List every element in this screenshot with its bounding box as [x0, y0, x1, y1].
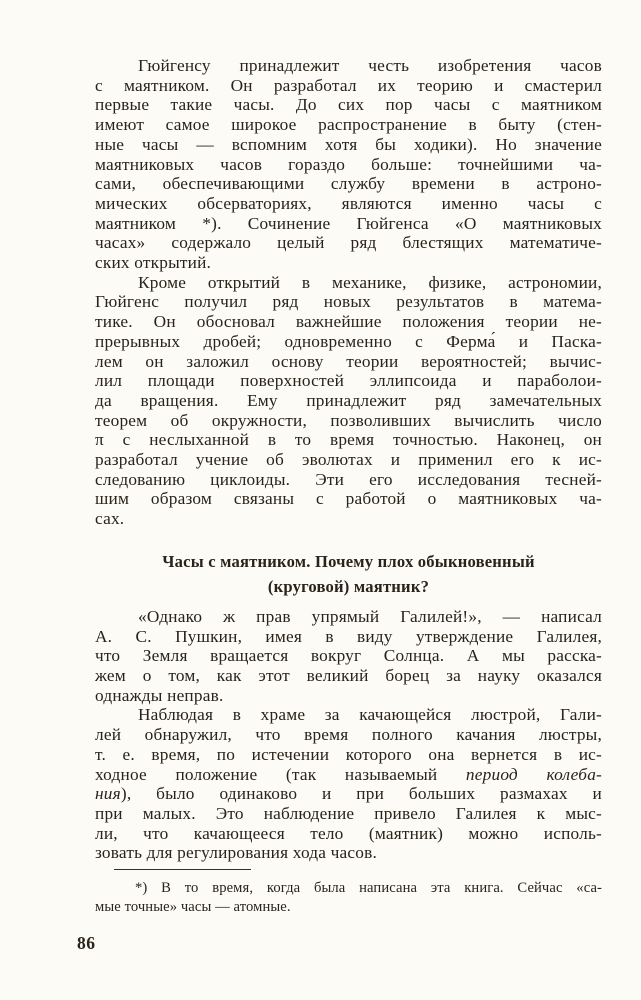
text-line — [95, 666, 602, 686]
text-line — [95, 214, 602, 234]
text-line — [95, 489, 602, 509]
footnote — [95, 879, 602, 917]
text-segment: что Земля вращается вокруг Солнца. А мы расска- — [95, 646, 602, 666]
text-line — [95, 135, 602, 155]
text-segment: *) В то время, когда была написана эта книга. Сейчас «са- — [135, 880, 602, 897]
text-line — [95, 470, 602, 490]
text-line — [95, 509, 602, 529]
text-segment: при малых. Это наблюдение привело Галилея к мыс- — [95, 803, 602, 823]
text-segment: тике. Он обосновал важнейшие положения теории не- — [95, 312, 602, 332]
text-line — [95, 574, 602, 599]
text-segment: жем о том, как этот великий борец за науку оказался — [95, 665, 602, 685]
paragraph-pushkin-galileo — [95, 607, 602, 706]
text-segment: часах» содержало целый ряд блестящих математиче- — [95, 233, 602, 253]
text-line — [95, 273, 602, 293]
text-line — [95, 745, 602, 765]
text-line — [95, 804, 602, 824]
text-segment: шим образом связаны с работой о маятниковых ча- — [95, 489, 602, 509]
text-segment: ные часы — вспомним хотя бы ходики). Но значение — [95, 134, 602, 154]
text-segment: да вращения. Ему принадлежит ряд замечательных — [95, 390, 602, 410]
text-segment: сами, обеспечивающими службу времени в астроно- — [95, 174, 602, 194]
text-line — [95, 898, 602, 917]
text-segment: π с неслыханной в то время точностью. Наконец, он — [95, 430, 602, 450]
text-segment: (круговой) маятник? — [267, 576, 430, 596]
text-line — [95, 174, 602, 194]
text-segment: Часы с маятником. Почему плох обыкновенный — [162, 551, 535, 571]
page-number: 86 — [77, 933, 96, 953]
text-line — [95, 430, 602, 450]
paragraph-huygens-clock — [95, 56, 602, 273]
text-line — [95, 115, 602, 135]
text-segment: с маятником. Он разработал их теорию и смастерил — [95, 75, 602, 95]
text-line — [95, 843, 602, 863]
text-line — [95, 391, 602, 411]
text-line — [95, 95, 602, 115]
text-segment: прерывных дробей; одновременно с Ферма́ и Паска- — [95, 331, 602, 351]
text-segment: зовать для регулирования хода часов. — [95, 843, 378, 863]
text-segment: Гюйгенс получил ряд новых результатов в матема- — [95, 292, 602, 312]
text-line — [95, 705, 602, 725]
text-segment: имеют самое широкое распространение в быту (стен- — [95, 115, 602, 135]
section-heading — [95, 549, 602, 599]
text-line — [95, 253, 602, 273]
text-line — [95, 56, 602, 76]
text-segment: Наблюдая в храме за качающейся люстрой, Гали- — [138, 705, 602, 725]
paragraph-galileo-lamp — [95, 705, 602, 863]
footnote-rule — [114, 869, 251, 870]
text-segment: ), было одинаково и при больших размахах и — [120, 784, 602, 804]
text-line — [95, 450, 602, 470]
text-segment: лил площади поверхностей эллипсоида и параболои- — [95, 371, 602, 391]
text-line — [95, 784, 602, 804]
text-segment: т. е. время, по истечении которого она вернется в ис- — [95, 744, 602, 764]
text-line — [95, 879, 602, 898]
text-line — [95, 607, 602, 627]
text-segment: маятниковых часов гораздо больше: точнейшими ча- — [95, 154, 602, 174]
text-segment: ских открытий. — [95, 253, 212, 273]
text-segment: разработал учение об эволютах и применил его к ис- — [95, 450, 602, 470]
text-segment: маятником *). Сочинение Гюйгенса «О маятниковых — [95, 213, 602, 233]
text-segment: однажды неправ. — [95, 685, 224, 705]
text-line — [95, 155, 602, 175]
text-segment: ходное положение (так называемый — [95, 764, 466, 784]
italic-text-segment: ния — [95, 784, 121, 804]
text-block — [95, 56, 602, 917]
text-segment: ли, что качающееся тело (маятник) можно исполь- — [95, 823, 602, 843]
text-segment: лей обнаружил, что время полного качания люстры, — [95, 725, 602, 745]
text-line — [95, 765, 602, 785]
text-line — [95, 725, 602, 745]
italic-text-segment: период колеба- — [465, 764, 602, 784]
text-segment: А. С. Пушкин, имея в виду утверждение Галилея, — [95, 626, 602, 646]
text-segment: «Однако ж прав упрямый Галилей!», — написал — [138, 606, 602, 626]
text-line — [95, 411, 602, 431]
text-line — [95, 646, 602, 666]
text-line — [95, 824, 602, 844]
text-segment: мических обсерваториях, являются именно часы с — [95, 193, 602, 213]
text-segment: теорем об окружности, позволивших вычислить число — [95, 410, 602, 430]
text-segment: сах. — [95, 509, 125, 529]
text-line — [95, 627, 602, 647]
text-line — [95, 352, 602, 372]
text-segment: мые точные» часы — атомные. — [95, 898, 291, 915]
text-line — [95, 549, 602, 574]
text-line — [95, 233, 602, 253]
text-segment: лем он заложил основу теории вероятностей; вычис- — [95, 351, 602, 371]
text-line — [95, 686, 602, 706]
paragraph-huygens-math — [95, 273, 602, 529]
text-line — [95, 332, 602, 352]
text-line — [95, 76, 602, 96]
text-segment: первые такие часы. До сих пор часы с маятником — [95, 95, 602, 115]
text-line — [95, 371, 602, 391]
text-segment: следованию циклоиды. Эти его исследования тесней- — [95, 469, 602, 489]
text-segment: Кроме открытий в механике, физике, астрономии, — [138, 272, 602, 292]
text-line — [95, 312, 602, 332]
text-line — [95, 194, 602, 214]
text-segment: Гюйгенсу принадлежит честь изобретения часов — [138, 56, 602, 75]
text-line — [95, 292, 602, 312]
